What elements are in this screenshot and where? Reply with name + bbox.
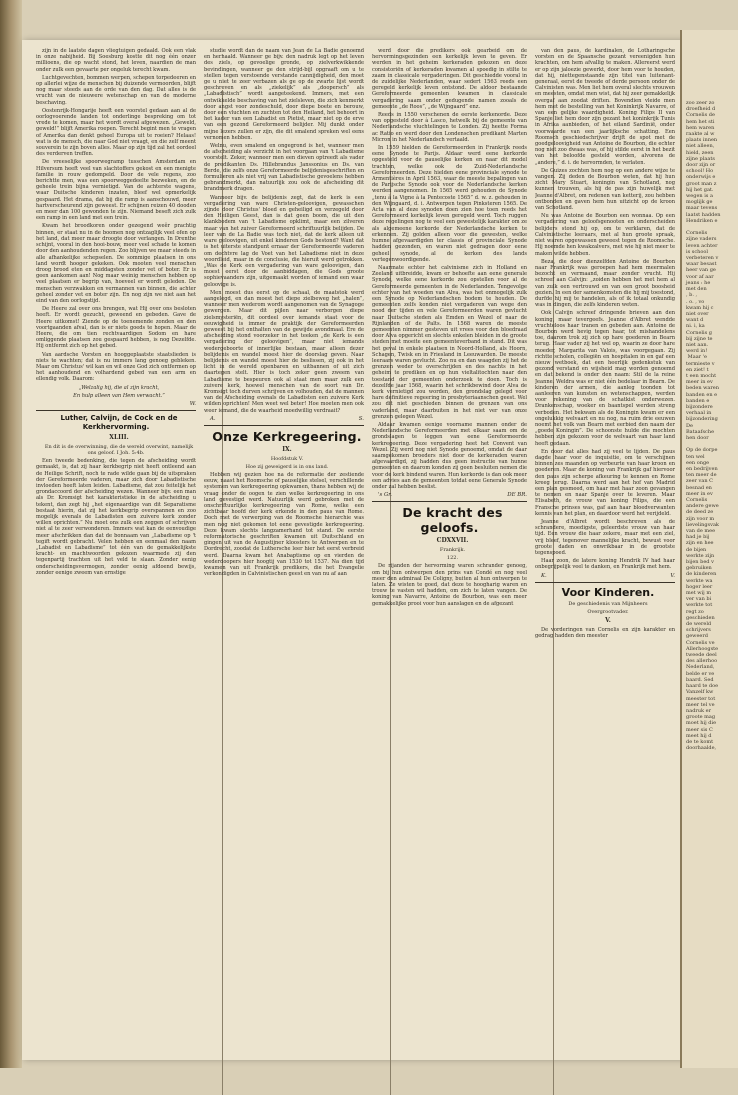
paragraph: En door dat alles had zij veel te lijden. De paus dagde haar voor de inquisitie, om te verschijnen binnen zes maanden op verbeurte van haar kroon en goederen. Maar de koning van Frankrijk gaf hiervoor den paus zijn scherpe afkeuring te kennen en Rome kreeg terug. Daarna werd aan het hof van Madrid een plan gesmeed, om haar met haar zoon gevangen te nemen en naar Spanje over te leveren. Maar Elisabeth, de vrouw van koning Filips, die een Fransche prinses was, gaf aan haar bloedverwanten kennis van het plan, en daardoor werd het verijdeld. [535, 448, 675, 517]
paragraph: Jeanne d'Albret wordt beschreven als de schrandere, moedigste, geleerdste vrouw van haar tijd. Een vrouw die haar zekere, maar met een ziel, vrij bleef, tegenover mannelijke kracht, bewust voor groote daden en onwrikbaar in de grootste tegenspoed. [535, 519, 675, 557]
paragraph: Ook Calvijn schreef dringende brieven aan den koning, maar tevergeefs. Jeanne d'Albret wendde vruchteloos haar tranen en gebeden aan. Antoine de Bourbon werd hevig tegen haar, tot mishandelens toe, daarom trok zij zich op hare goederen in Bearn terug. Haar vader zij het wel op, waarin ze door hare moeder, Margarita van Valois, was voorgegaan. Zij richtte scholen, collegiën en hospitalen in en gaf een nieuw wetboek, dat een heerlijk gedenkstuk van gezond verstand en wijsheid mag worden genoemd en dat bekend is onder den naam: Stil de la reine Jeanne. Weldra was er niet één bedelaar in Bearn. De kinderen der armen, die aanleg toonden tot aanleeren van kunsten en wetenschappen, werden voor rekening van de schatkist onderwezen. Drankenschap, woeker en baantspel werden streng verboden. Het bekwam als de Koningin kwam er een ongelukkig welvaart en nu nog, na ruim drie eeuwen noemt het volk van Bearn met eerbied den naam der „goede Koningin”. De schoonste hulde die mochten hebben zijn gekozen voor de welvaart van haar land heeft gedaan. [535, 310, 675, 447]
verse-line: En hulp alleen van Hem verwacht.” [73, 392, 165, 399]
scripture-motto: En dit is de overwinning, die de wereld overwint, namelijk ons geloof. I Joh. 5:4b. [44, 444, 194, 457]
installment-number: V. [605, 616, 611, 624]
subtitle: De geschiedenis van Mijnheers [568, 600, 648, 607]
paragraph: De Heere zal over ons brengen, wat Hij over ons besloten heeft. Er wordt gezucht, geweend en gebeden. Gave de Heere uitkomst! Ziende op de toenemende zonden en den voortgaanden afval, dan is er niets goeds te hopen. Maar de Heere, die om tien rechtvaardigen Sodom en hare omliggende plaatsen zou gespaard hebben, is nog Dezelfde. Hij ontfermt zich op het gebed. [36, 306, 196, 350]
article-heading: De kracht des geloofs. [402, 505, 503, 536]
paragraph: werd door die predikers ook gearbeid om de hervormingsgezinden een kerkelijk leven te geven. Er werden in het geheim kerkeraden gekozen en deze consistoriën of kerkeraden kwamen al spoedig in stilte te zaam in classicale vergaderingen. Dit geschiedde vooral in de zuidelijke Nederlanden, waar sedert 1563 reeds een geregeld kerkelijk leven ontstond. De aldoor bestaande Gereformeerde gemeenten kwamen in classicale vergadering saam onder gedugende namen zooals de gemeente „de Roos”, „de Wijngaard” enz. [372, 48, 527, 110]
paragraph: Beza, die door dienzelfden Antoine de Bourbon naar Frankrijk was geroepen had hem meermalen bezocht en vermaand, maar zonder vrucht. Hij schreef aan Calvijn: „zoiden hebben het met hem al van zulk een vertrouwd en van een groot boosheid gezien. In een der samenkomsten die hij mij toestond, durfde hij mij te handelen, als of ik totaal onkundig was in dingen, die zelfs kinderen weten. [535, 258, 675, 309]
paragraph: Luchtgevechten, bommen werpen, schepen torpedeeren en op allerlei wijze de menschen bij duizende vermoorden, blijft nog maar steeds aan de orde van den dag. Dat alles is de vrucht van de nieuwere wetenschap en van de moderne beschaving. [36, 74, 196, 106]
clipped-column: zoo zeer zo droefheid d Cornelis de hem het sti hem waren raakte al w plaats innen niet alleen, hield, zeen zijne plaats door zijn or school! Ho onderwijs e groot man z hij het gat. wegen is a moglijk ge maar tevens laatst hadden Hendriken e Cornelis zijne vaders leven achter is school verbeteren v waar besast heer van ge voor af aar jeans : he met den , b. , . o. , vo kwam hij c niet over want d ni. i, ka Cornelis g bij zijne te niet aan. werd in! Maar 'e termieste v en ziet! t t een mocht meer in ev beden waren banden en e banden e bijzondere verhaal in bijzondering De Bataafsche hen door Op de dorpe ten wel een onge en bedrijven ten meer de zeer van C besnad en meer in ev Cornelis andere gewe de deed ze zijn voor m lievelingsvak van de mee had je bij zijn en hee de bijen werkte zijn bijen bed v gebruiken de kinderen werkte wa hoger leer met wij m ver van bi werkte tot regt zo geschieden de wereld schrijvers geweerd Cornelis ve Allerhoogste tweede deel des allerhoo Nederland, belde er ve baard. Sed haard te doe Vanzelf kw meester tot meer tel ve nadruk er groote mag moet hij die meer sis C meet hij d de te komt doorhaalde, [686, 100, 721, 752]
paragraph: Men moest dus eerst op de schaal, de maatstok werd aangelegd, en dan moest het diepe zielbeweg het „halen”, wanneer men wederom wordt aangenomen van de Synagoge gewergen. Maar dit pijlen naar verborgen diepe zielsmysteriën, dit oordeel over iemands staat voor de eeuwigheid is immer de praktijk der Gereformeerden geweest bij het onthalten van de gewijde avondmaal. Ere de afscheiding stond voorzeker in het teeken „de Kerk is een vergadering der geloovigen”, maar niet iemands wedergeboorte of innerlijke bestaan, maar alleen dezer belijdenis en wandel moest hier de doorslag geven. Naar belijdenis en wandel moest hier de beslissen, zij ook in het licht in de wereld openbaren en uitbannen of uit zich daartegen stelt. Hier is toch zeker geen zweem van Labadisme te bespeuren ook al staat men maar zulk een zuivere kerk, hoewel menschen van de soort van Dr. Kromsigt toch durven schrijven en volhouden, dat de mannen van de Afscheiding evenals de Labadisten een zuivere Kerk wilden oprichten! Men weet wel beter! Hoe moeten men ook weer iemand, die de waarheid moedwillig verdraait? [204, 289, 364, 414]
column-4 [535, 48, 675, 1058]
section-number: 122. [446, 555, 459, 562]
divider [36, 410, 196, 411]
article-heading: Voor Kinderen. [561, 585, 655, 599]
chapter-motto: Hoe zij geweigerd is in ons land. [245, 463, 329, 470]
signature: A. S. [210, 415, 364, 422]
signature: W. [189, 400, 196, 407]
paragraph: Haar zoon, de latere koning Hendrik IV had haar onbegrijpelijk veel te danken, en Frankrijk met hem. [535, 558, 675, 571]
divider [535, 582, 675, 583]
next-page-edge [680, 30, 738, 1068]
paragraph: studie wordt dan de naam van Jean de La Badie genoemd en herhaald. Wanneer ge bijv. den nadruk legt op het leven des ziels, op gevoelige gronde, op zielverkwikkende bevindingen, wanneer ge den strijd-bijl opgraaft om u te stellen tegen verstoende verstande cannijdigheid, den moet ge u niet te zeer verbazen als ge op de zwarte lijst wordt geschreven en als „ziekelijk” als „doopersch” als „Labadistisch” wordt aangeteekend. Immers, met een ontwikkelde beschaving van het zielsleven, die zich kenmerkt door angst voor zondeschuld, door diepe boete en berouw, door een vluchten en zuchten tot den Heiland, het behoort in het kader van een Labadist en Pietist, maar niet op de erve van een gezond Gereformeerd belijder. Mij dunkt onder mijne lezers zullen er zijn, die dit smalend spreken wel eens vernomen hebben. [204, 48, 364, 141]
paragraph: Welnu, even smalend en ongegrond is het, wanneer men de afscheiding als verzicht in het voorgaan van 't Labadisme voorstelt. Zeker, wanneer men een dieven optreedt als vader de predikanten Ds. Hillebrandus Janssonius en Ds. van Berde, die zelfs onze Gereformeerde belijdenisgeschriften en formulieren als niet vrij van Labadistische gevoelens hebben gebrandmerkt, dan natuurlijk zou ook de afscheiding dit brandmerk dragen. [204, 143, 364, 193]
paragraph: De Guizes zochten hem nog op een andere wijze te vangen. Zij deden de Bourbon weten, dat hij hun zicht Mary Stuart, koningin van Schotland, nog kunnen trouwen, als hij de pas zijn huwelijk met Jeanne d'Albret, om redenen van ketterij, zou hebben ontbonden en gaven hem hun uitzicht op de kroon van Schotland. [535, 167, 675, 212]
column-3 [372, 48, 527, 1058]
paragraph: Nu was Antoine de Bourbon een wonnaa. Op een vergadering van geloofsgenooten en onderscheiden belijders stond hij op, om te verklaren, dat de Calvinistische leeraars, met al hun groote spraak, niet waren opgewassen geweest tegen de Roomsche. Hij noemde hen kwakzalvers, met wie hij niet meer te maken wilde hebben. [535, 213, 675, 257]
divider [204, 425, 364, 426]
paragraph: De rijanden der hervorming waren schrander genoeg, om bij hun ontwerpen den prins van Condé en nog veel meer den admiraal De Coligny, buiten al hun ontwerpen te laten. Ze wisten te goed, dat deze te hoogharig waren en trouw te vasten wil hadden, om zich te laten vangen. De koning van Navarre, Antoine de Bourbon, was een meer gemakkelijke prooi voor hun aanslagen en de afgezant [372, 563, 527, 607]
signature: 's Gr. DE BR. [378, 492, 527, 499]
subtitle: Overgrootvader. [587, 608, 629, 615]
section-label: Frankrijk. [439, 547, 466, 554]
paragraph: Hebben wij gezien hoe na de reformatie der zestiende eeuw, naast het Roomsche of pauselijke stelsel, verschillende systemen van kerkregeering opkwamen, thans hebben wij de vraag onder de oogen te zien welke kerkregeering in ons land gevestigd werd. Natuurlijk werd gebroken met de onschriftuurlijke kerkregeering van Rome, welke een zichtbaar hoofd der kerk erkende in den paus van Rome. Doch met de verwerping van de Roomsche hierarchie was men nog niet gekomen tot eene gevestigde kerkregeering. Deze kwam slechts langzamerhand tot stand. De eerste reformatorische geschriften kwamen uit Duitschland en gingen uit van de Augustijner kloosters te Antwerpen en te Dordrecht, zoodat de Luthersche leer hier het eerst verbreid werd. Daarna kwam het Anabaptisme op en vierden de wederdoopers hier hoogtij van 1530 tot 1537. Na dien tijd kwamen van uit Frankrijk predikers, die het Evangelie verkondigden in Calvinistischen geest en van nu af aan [204, 471, 364, 578]
paragraph: Naarmate echter het calvinisme zich in Holland en Zeeland uitbreidde, kwam er behoefte aan eene generale Synode, welke eene kerkorde zou opstellen voor al de Gereformeerde gemeenten in de Nederlanden. Tengevolge echter van het woeden van Alva, was het onmogelijk zulk een Synode op Nederlandschen bodem te houden. De gemeenten zelfs konden niet vergaderen van wege den nood der tijden en vele Gereformeerden waren gevlucht naar Duitsche steden als Emden en Wezel of naar de Rijnlanden of de Palts. In 1568 waren de meeste gemeenten nimmer gesteven uit vrees voor den bloedraad door Alva opgericht en slechts enkelen bleiden in de groote steden met moeite een gemeenteverband in stand. Dit was het geval in enkele plaatsen in Noord-Holland, als Hoorn, Schagen, Twisk en in Friesland in Leeuwarden. De meeste leeraars waren gevlucht. Zoo nu en dan waagden zij het de grenzen weder te overschrijden en des nachts in het geheim te prediken en op hun vieltalitochten naar den toestand der gemeenten onderzoek te doen. Toch is dezelfde jaar 1568, waarin het schrikbewind door Alva de kerk vernietigd zou worden, den grondslag gelegd voor hare definitieve regeering in presbyteriaanschen geest. Wel zou dit niet geschieden binnen de grenzen van ons vaderland, maar daarbuiten in het niet ver van onze grenzen gelegen Wezel. [372, 264, 527, 420]
installment-number: XLIII. [109, 434, 129, 442]
paragraph: Aldaar kwamen eenige voorname mannen onder de Nederlandsche Gereformeerden met elkaar saam om de grondslagen te leggen van eene Gereformeerde kerkregeering. Deze vergadering heet het Convent van Wezel. Zij werd nog niet Synode genoemd, omdat de daar saamgekomen broeders niet door de kerkeraden waren afgevaardigd, zij hadden dus geen instructie van hunne gemeenten en daarom konden zij geen besluiten nemen die voor de kerk bindend waren. Hun kerkorde is dan ook meer een advies aan de gemeenten totdat eene Generale Synode onder zal hebben beslist. [372, 421, 527, 491]
installment-number: IX. [282, 445, 292, 453]
paragraph: Kwam het broodkoren onder gezegend weêr prachtig binnen, er staat nu in de boomen nog ontzaglijk veel ofen op het land, dat meer maar droogte door verlangen. In Drenthe schijnt, vooral in den hooi-bouw, meer veel schade te komen door den aanhoudenden regen. Zoo blijven we maar steeds in alle afhankelijke schepselen. De sommige plaatsen in ons land wordt hooger gekeken. Ook mooten veel menschen droog brood eten en middagsten zonder vet of boter. Er is geen aankomen aan! Nog maar weinig menschen hebben op veel plaatsen er begrip van, hoeveel er wordt geleden. De menschen verzwakken en vermannen van binnen, die achter geheel zonder vet en boter zijn. En nog zijn we niet aan het eind van den oorlogstijd. [36, 223, 196, 304]
signature: K. V. [541, 572, 675, 579]
paragraph: Oostenrijk-Hongarije heeft een voorstel gedaan aan al de oorlogvoerende landen tot onderlinge bespreking om tot vrede te komen, maar het wordt overal afgewezen. „Geweld, geweld!” blijft Amerika roepen. Terecht begint men te vragen of Amerika dan denkt geheel Europa uit te roeien? Helaas! wat is de mensch, die naar God niet vraagt, en die zelf meent souverein te zijn boven alles. Maar op zijn tijd zal het oordeel des verderven treffen. [36, 107, 196, 158]
paragraph: In 1559 hielden de Gereformeerden in Frankrijk reeds eene Synode te Parijs. Aldaar werd eene kerkorde opgesteld voor de pauselijke kerken en naar dit model trachten, welke ook de Zuid-Nederlandsche Gereformeerden. Deze hielden eene provinciale synode te Armentières in April 1563, waar de meeste bepalingen van de Parijsche Synode ook voor de Nederlandsche kerken werden aangenomen. In 1565 werd gehouden de Synode „tenu à la Vigne à la Pentecoste 1565” d. w. z. gehouden in den Wijngaard, d. i. Antwerpen tegen Pinksteren 1565. De Acta van al deze synoden doen zien hoe toen reeds het Gereformeerd kerkelijk leven geregeld werd. Toch ruggen deze regelingen nog te veel een gewestelijk karakter om ze als algemeene kerkorde der Nederlandsche kerken te erkennen. Zij golden alleen voor die gewesten, welke humne afgevaardigden ter classis of provinciale Synode hadden gezonden, en waren niet gedragen door eene geheel synode, al de kerken des lands vertegenwoordigende. [372, 145, 527, 263]
article-heading: Onze Kerkregeering. [212, 428, 362, 444]
series-heading: Luther, Calvijn, de Cock en de Kerkhervorming. [60, 414, 178, 432]
paragraph: Wanneer bijv. de belijdenis zegt, dat de kerk is een vergadering van ware Christen-geloovigen, gewasschen zijnde door Christus' bloed en geheiligd en verzegeld door den Heiligen Geest, dan is dat geen boom, die uit den klankbodem van 't Labadisme opklimt, maar een zilveren maar van het zuiver Gereformeerd schriftuurlijk belijden. De leer van de La Badie was toch niet, dat de kerk alleen uit ware geloovigen, uit enkel kinderen Gods bestond? Want dat is het uiterste standpunt ernaar der Gereformeerde vaderen om dechtvre lag de Voet van het Labadisme niet in deze woordleid, maar in de conclusie, die hieruit werd getrokken. „Was de Kerk een vergadering van ware geloovigen, dan moest eerst door de aanbiddagen, die Gods groote sophievaanders zijn, uitgemaakt worden of iemand een waar geloovige is. [204, 194, 364, 288]
paragraph: van den paus, de kardinalen, de Lotharingsche vorsten en de Spaansche gezant vereenigden hun krachten, om hem afvallig te maken. Allereerst werd er op zijn jaloezie gewerkt, door hem voor te houden, dat hij, niettegenstaande zijn titel van luitenant-generaal, eerst de tweede of derde persoon onder de Calvinisten was. Men liet hem overal slechts vrouwen en meesten, omdat men wist, dat hij zeer gemakkelijk overgaf aan zoodat driften. Bovendien vleide men hem met de bestelling van het Koninkrijk Navarre, of van een gelijke waardigheid. Koning Filips II van Spanje liet hem door zijn gezant het koninkrijk Tunis in Afrika aanbieden, of het eiland Sardinië, onder voorwaarde van een jaarlijksche schatting. Een Roomsch geschiedschrijver drijft de spot met de goedgeloovigheid van Antoine de Bourbon, die echter nog niet zoo dwaas was, of hij stilde eerst in het bezit van het beloofde gesteld worden, alvorens de „andere,” d. i. de hervormden, te verlaten. [535, 48, 675, 166]
column-1 [36, 48, 196, 1058]
paragraph: De vreeselijke spoorwegramp tusschen Amsterdam en Hilversum heeft veel van slachtoffers gekost en een menigte familie in rouw gedompeld. Door de vele regens, zoo berichtte men, was een spoorweggedeelte bezweken, en de geheele trein bijna vernietigd. Van de achterste wagens, waar Duitsche kinderen inzaten, bleef wel opmerkelijk gespaard. Het drama, dat bij die ramp is aanschouwd, meer hartverscheurend zijn geweest. Er schijnen reizen 40 dooden en meer dan 100 gewonden te zijn. Niemand beseft zich zulk een ramp in een land met een trein. [36, 159, 196, 222]
column-2 [204, 48, 364, 1058]
chapter-label: Hoofdstuk V. [270, 455, 304, 462]
divider [372, 501, 527, 502]
paragraph: Reeds in 1550 verschenen de eerste kerkenorde. Deze van opgesteld door à Lasco, hetwelk bij de gemeente van Nederlandsche vluchtelingen te Londen. Zij heette Forma ac Ratio en werd door den Londenschen predikant Marten Micron in het Nederlandsch vertaald. [372, 112, 527, 143]
installment-number: CDXXVII. [436, 537, 469, 545]
verse-line: „Welzalig hij, die al zijn kracht, [78, 384, 160, 391]
paragraph: De vorderingen van Cornelis en zijn karakter en gedrag hadden den meester [535, 626, 675, 640]
paragraph: Van aardsche Vorsten en hooggeplaatste staatslieden is niets te wachten; dat is nu immers lang genoeg gebleken. Maar om Christus' wil kan en wil onze God zich ontfermen op het aanhoudend en volhardend gebed van een arm en ellendig volk. Daarom: [36, 351, 196, 383]
paragraph: zijn in de laatste dagen vliegtuigen gedaald. Ook een vlak in onze nabijheid. Bij Soesburg kostte dit nog één onzer millioens, die op wacht stond, het leven, naardien de man onder zulk een gevaarte per ongeluk terecht kwam. [36, 48, 196, 73]
paragraph: Een tweede bedenking, die tegen de afscheiding wordt gemaakt, is, dat zij haar kerkbegrip niet heeft ontleend aan de Heilige Schrift, noch te rade wilde gaan bij de uitspraken der Gereformeerde vaderen, maar zich door Labadistische invloeden heeft laten leiden. Labadisme, dat zou feitelijk het grondaccoord der afscheiding wezen. Wanneer bijv. een man als Dr. Kromsigt het karakteristieke in de afscheiding u tekent, dan zegt hij „het eigenaardige van dit Separatisme bestaat hierin, dat zij het kerkbegrip overspannen en zoo mogelijk evenals de Labadisten een zuivere kerk zonder willen oprichten.” Nu moet ons zulk een zeggen of schrijven niet al te zeer verwonderen. Immers wat kan de eenvoudige meer afschrikken dan dat de bonnaam van „Labadisme op 't tegift wordt gebracht. Velen hebben en eenmaal den naam „Labadist en Labadisme” tot één van de gemakkelijkste kracht- en machtwoorden gekozen waarmede zij den tegenpartij trachten uit het veld te slaan. Zonder eenig onderscheidingsvermogen, zonder eenig afdoend bewijs, zonder eenige zweem van ernstige [36, 458, 196, 576]
book-spine [0, 0, 22, 1068]
